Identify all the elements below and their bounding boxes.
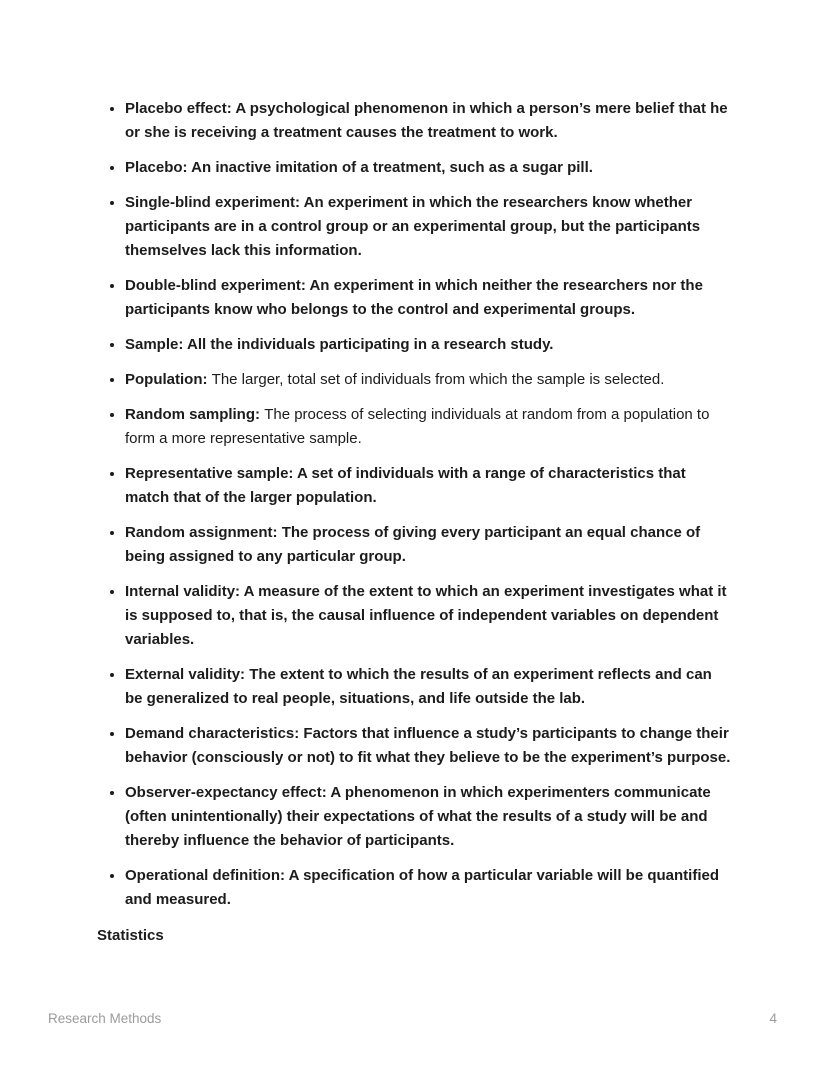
term-label: Single-blind experiment: [125,194,301,211]
definition-text: A specification of how a particular variable will be quantified and measured. [125,867,719,908]
definition-item [125,663,733,711]
definition-text: An experiment in which neither the researchers nor the participants know who belongs to the control and experimental groups. [125,277,703,318]
term-label: Operational definition: [125,867,285,884]
term-label: External validity: [125,666,246,683]
definition-item [125,191,733,263]
definition-text: The process of selecting individuals at random from a population to form a more representative sample. [125,406,710,447]
definition-item [125,462,733,510]
page-footer [48,1011,777,1026]
definition-text: The larger, total set of individuals from which the sample is selected. [211,371,665,388]
definition-text: Factors that influence a study’s participants to change their behavior (consciously or not) to fit what they believe to be the experiment’s purpose. [125,725,731,766]
term-label: Double-blind experiment: [125,277,306,294]
term-label: Random sampling: [125,406,261,423]
definition-list [97,97,733,912]
definition-item [125,156,733,180]
definition-item [125,97,733,145]
definition-text: An experiment in which the researchers know whether participants are in a control group or an experimental group, but the participants themselves lack this information. [125,194,701,259]
term-label: Demand characteristics: [125,725,300,742]
definition-item [125,521,733,569]
definition-text: A measure of the extent to which an experiment investigates what it is supposed to, that is, the causal influence of independent variables on dependent variables. [125,583,727,648]
footer-document-title: Research Methods [48,1011,162,1026]
term-label: Representative sample: [125,465,294,482]
definition-text: The process of giving every participant an equal chance of being assigned to any particular group. [125,524,701,565]
term-label: Internal validity: [125,583,241,600]
definition-text: An inactive imitation of a treatment, such as a sugar pill. [191,159,593,176]
section-heading: Statistics [97,927,164,944]
term-label: Random assignment: [125,524,278,541]
definition-item [125,722,733,770]
definition-item [125,274,733,322]
term-label: Placebo: [125,159,188,176]
footer-page-number: 4 [769,1011,777,1026]
definition-text: All the individuals participating in a research study. [186,336,554,353]
definition-text: The extent to which the results of an experiment reflects and can be generalized to real people, situations, and life outside the lab. [125,666,712,707]
definition-item [125,333,733,357]
term-label: Sample: [125,336,184,353]
definition-item [125,781,733,853]
definition-text: A psychological phenomenon in which a person’s mere belief that he or she is receiving a treatment causes the treatment to work. [125,100,728,141]
term-label: Population: [125,371,208,388]
definition-text: A phenomenon in which experimenters communicate (often unintentionally) their expectations of what the results of a study will be and thereby influence the behavior of participants. [125,784,711,849]
definition-item [125,368,733,392]
definition-item [125,864,733,912]
term-label: Observer-expectancy effect: [125,784,327,801]
definition-text: A set of individuals with a range of characteristics that match that of the larger population. [125,465,686,506]
definition-item [125,403,733,451]
definition-item [125,580,733,652]
term-label: Placebo effect: [125,100,232,117]
